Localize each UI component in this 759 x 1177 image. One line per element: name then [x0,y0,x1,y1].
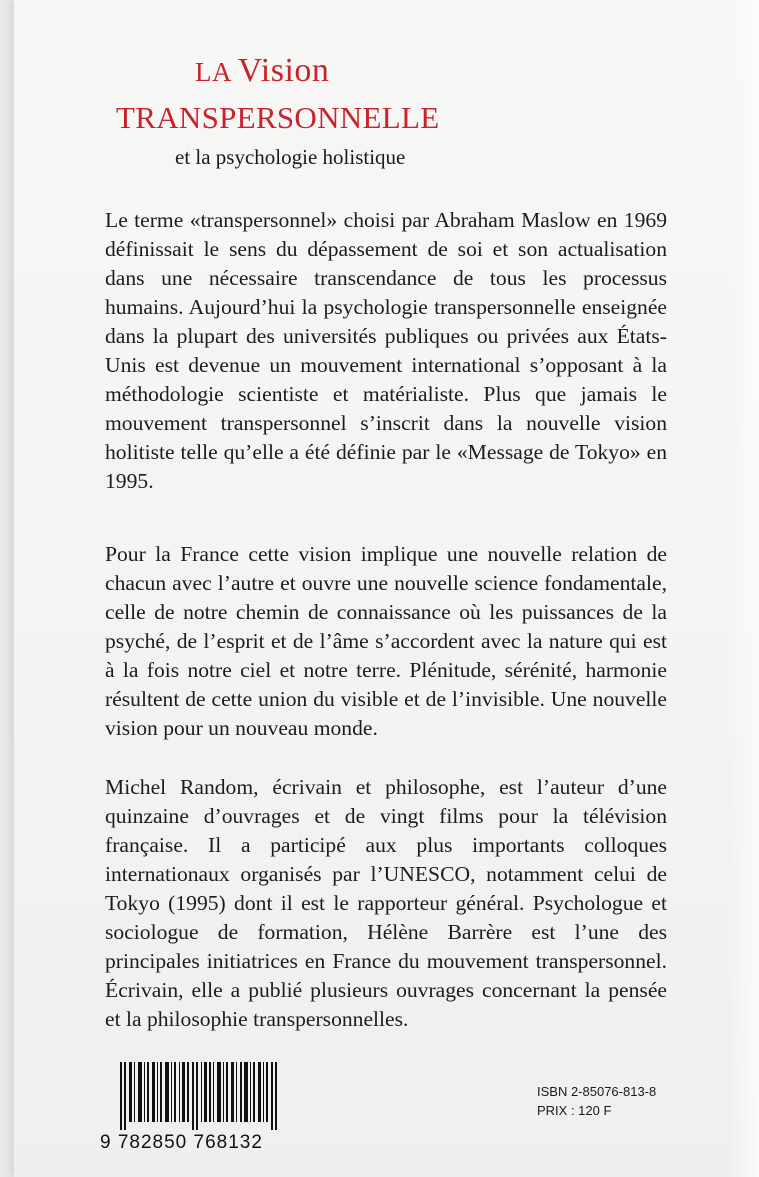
title-line-2: TRANSPERSONNELLE [116,100,440,135]
barcode-bars [120,1062,280,1130]
cover-edge-highlight [729,0,759,1177]
title-main-word: Vision [237,52,330,89]
title-prefix: LA [195,57,238,87]
barcode [100,1062,280,1157]
isbn-number: ISBN 2-85076-813-8 [537,1084,657,1099]
isbn-price-block [537,1082,656,1120]
price: PRIX : 120 F [537,1103,612,1118]
paragraph-france: Pour la France cette vision implique une nouvelle relation de chacun avec l’autre et ouvre une nouvelle science fondamentale, celle de notre chemin de connaissance où les puissances de la psyché, de l’esprit et de l’âme s’accordent avec la nature qui est à la fois notre ciel et notre terre. Plénitude, sérénité, harmonie résultent de cette union du visible et de l’invisible. Une nouvelle vision pour un nouveau monde. [105,542,667,740]
paragraph-authors: Michel Random, écrivain et philosophe, est l’auteur d’une quinzaine d’ouvrages et de vingt films pour la télévision française. Il a participé aux plus importants colloques internationaux organisés par l’UNESCO, notamment celui de Tokyo (1995) dont il est le rapporteur général. Psychologue et sociologue de formation, Hélène Barrère est l’une des principales initiatrices en France du mouvement transpersonnel. Écrivain, elle a publié plusieurs ouvrages concernant la pensée et la philosophie transpersonnelles. [105,775,667,1031]
title-line-1 [195,52,329,90]
subtitle: et la psychologie holistique [175,145,406,169]
paragraph-intro: Le terme «transpersonnel» choisi par Abraham Maslow en 1969 définissait le sens du dépassement de soi et son actualisation dans une nécessaire transcendance de tous les processus humains. Aujourd’hui la psychologie transpersonnelle enseignée dans la plupart des universités publiques ou privées aux États-Unis est devenue un mouvement international s’opposant à la méthodologie scientiste et matérialiste. Plus que jamais le mouvement transpersonnel s’inscrit dans la nouvelle vision holitiste telle qu’elle a été définie par le «Message de Tokyo» en 1995. [105,208,667,493]
barcode-digits: 9 782850 768132 [100,1132,263,1153]
